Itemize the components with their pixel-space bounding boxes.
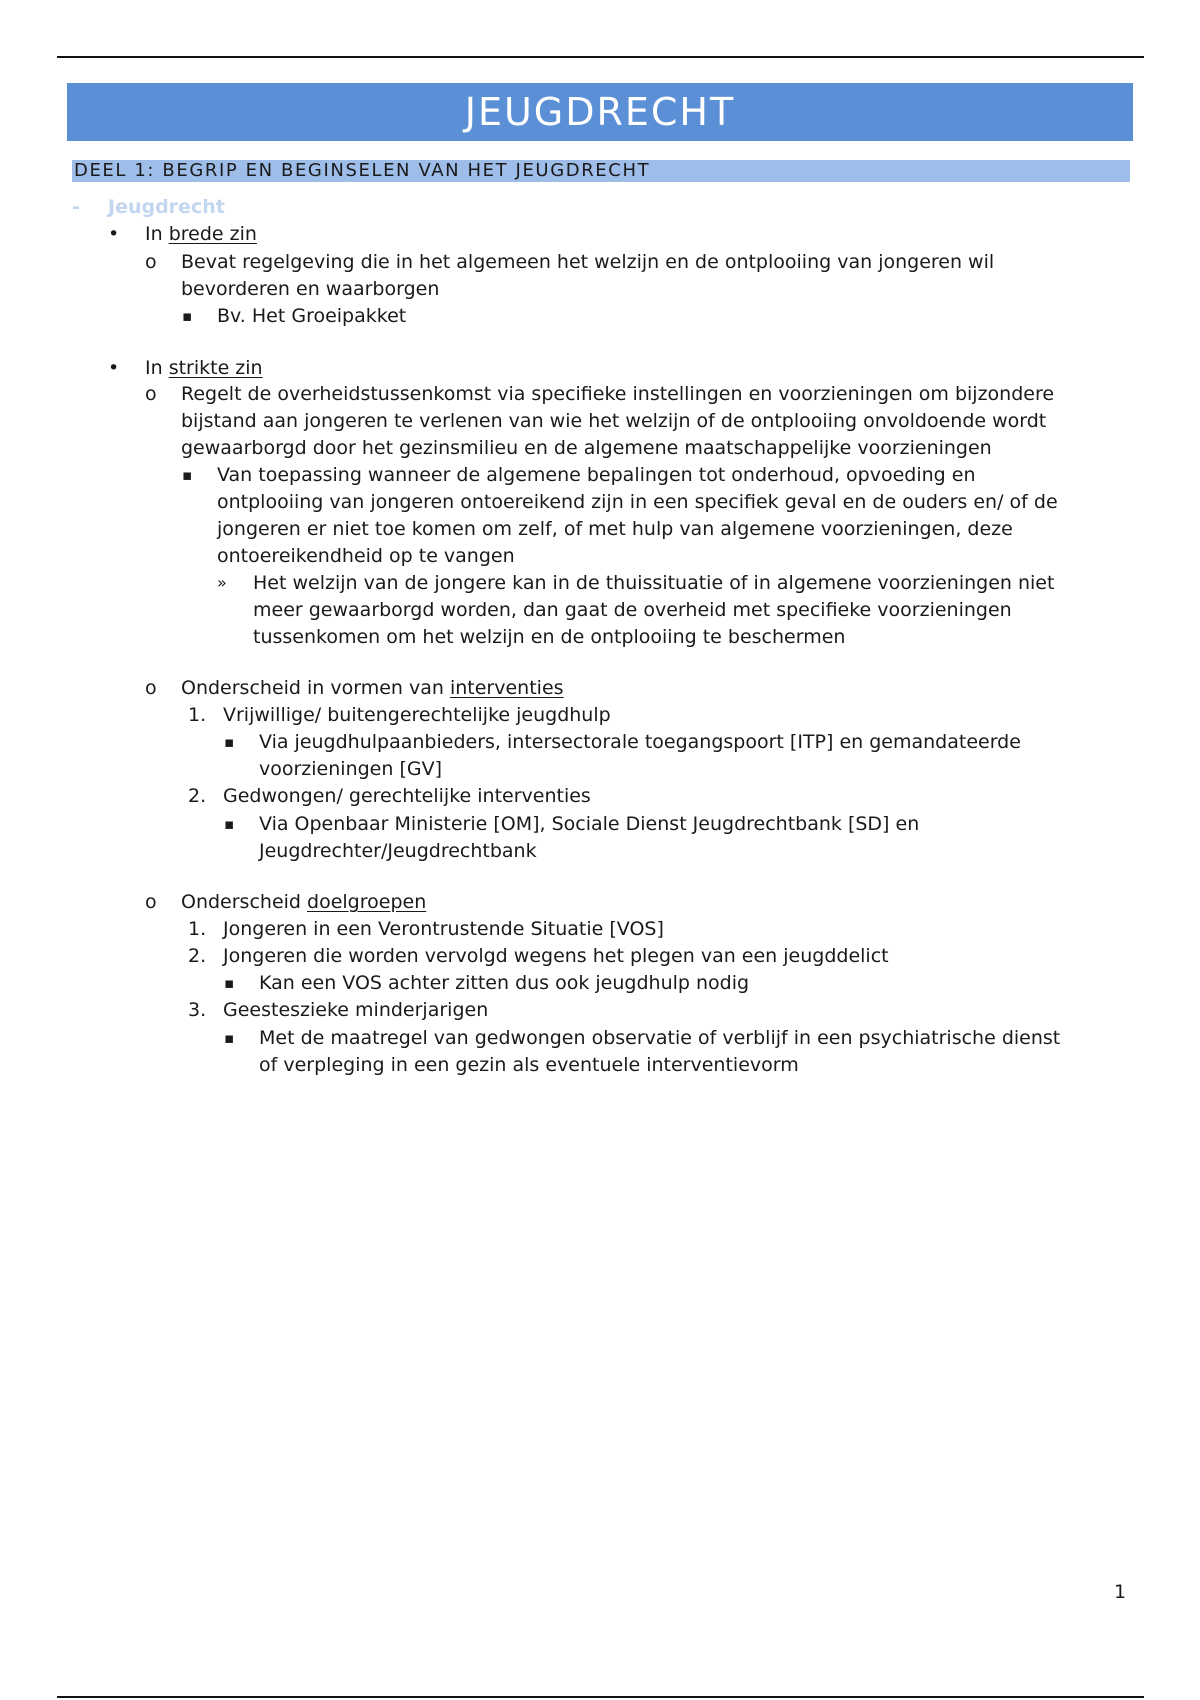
square-marker: ▪ bbox=[224, 815, 235, 833]
bullet-marker: • bbox=[108, 357, 120, 379]
circle-marker: o bbox=[145, 677, 157, 699]
interventies-sub-line: Via Openbaar Ministerie [OM], Sociale Dienst Jeugdrechtbank [SD] en bbox=[259, 813, 920, 835]
strikte-sub-line: Van toepassing wanneer de algemene bepalingen tot onderhoud, opvoeding en bbox=[217, 464, 976, 486]
square-marker: ▪ bbox=[224, 733, 235, 751]
square-marker: ▪ bbox=[182, 307, 193, 325]
topic-label: Jeugdrecht bbox=[108, 196, 225, 218]
doelgroepen-sub-line: Kan een VOS achter zitten dus ook jeugdhulp nodig bbox=[259, 972, 750, 994]
strikte-detail-line: Het welzijn van de jongere kan in de thuissituatie of in algemene voorzieningen niet bbox=[253, 572, 1055, 594]
footer-rule bbox=[57, 1696, 1144, 1698]
section-heading: DEEL 1: BEGRIP EN BEGINSELEN VAN HET JEUGDRECHT bbox=[72, 160, 1130, 182]
number-marker: 2. bbox=[188, 945, 207, 967]
strikte-detail-line: tussenkomen om het welzijn en de ontplooiing te beschermen bbox=[253, 626, 846, 648]
underlined-term: brede zin bbox=[168, 223, 257, 245]
underlined-term: interventies bbox=[449, 677, 564, 699]
doelgroepen-sub-line: of verpleging in een gezin als eventuele interventievorm bbox=[259, 1054, 799, 1076]
strikte-detail-line: meer gewaarborgd worden, dan gaat de overheid met specifieke voorzieningen bbox=[253, 599, 1012, 621]
underlined-term: strikte zin bbox=[168, 357, 263, 379]
topic-heading bbox=[72, 196, 225, 218]
doelgroepen-sub-line: Met de maatregel van gedwongen observatie of verblijf in een psychiatrische dienst bbox=[259, 1027, 1061, 1049]
page-number: 1 bbox=[1114, 1581, 1127, 1603]
brede-text-line: bevorderen en waarborgen bbox=[181, 278, 440, 300]
list-item-brede-zin: In brede zin bbox=[145, 223, 257, 245]
circle-marker: o bbox=[145, 251, 157, 273]
number-marker: 1. bbox=[188, 704, 207, 726]
doelgroepen-item: Jongeren in een Verontrustende Situatie [VOS] bbox=[223, 918, 664, 940]
doelgroepen-item: Geesteszieke minderjarigen bbox=[223, 999, 489, 1021]
square-marker: ▪ bbox=[224, 1029, 235, 1047]
list-item-strikte-zin: In strikte zin bbox=[145, 357, 263, 379]
circle-marker: o bbox=[145, 383, 157, 405]
number-marker: 3. bbox=[188, 999, 207, 1021]
interventies-sub-line: Via jeugdhulpaanbieders, intersectorale toegangspoort [ITP] en gemandateerde bbox=[259, 731, 1021, 753]
brede-example: Bv. Het Groeipakket bbox=[217, 305, 407, 327]
topic-marker: - bbox=[72, 196, 80, 218]
circle-marker: o bbox=[145, 891, 157, 913]
doelgroepen-item: Jongeren die worden vervolgd wegens het plegen van een jeugddelict bbox=[223, 945, 889, 967]
bullet-marker: • bbox=[108, 223, 120, 245]
list-item-doelgroepen: Onderscheid doelgroepen bbox=[181, 891, 427, 913]
interventies-sub-line: voorzieningen [GV] bbox=[259, 758, 442, 780]
document-title: JEUGDRECHT bbox=[67, 83, 1133, 141]
underlined-term: doelgroepen bbox=[307, 891, 427, 913]
arrow-marker: » bbox=[217, 573, 227, 592]
interventies-item: Gedwongen/ gerechtelijke interventies bbox=[223, 785, 591, 807]
interventies-item: Vrijwillige/ buitengerechtelijke jeugdhulp bbox=[223, 704, 611, 726]
interventies-sub-line: Jeugdrechter/Jeugdrechtbank bbox=[259, 840, 537, 862]
strikte-sub-line: ontplooiing van jongeren ontoereikend zijn in een specifiek geval en de ouders en/ of de bbox=[217, 491, 1058, 513]
strikte-text-line: Regelt de overheidstussenkomst via specifieke instellingen en voorzieningen om bijzondere bbox=[181, 383, 1055, 405]
square-marker: ▪ bbox=[182, 466, 193, 484]
number-marker: 2. bbox=[188, 785, 207, 807]
square-marker: ▪ bbox=[224, 974, 235, 992]
list-item-interventies: Onderscheid in vormen van interventies bbox=[181, 677, 564, 699]
brede-text-line: Bevat regelgeving die in het algemeen het welzijn en de ontplooiing van jongeren wil bbox=[181, 251, 995, 273]
strikte-sub-line: jongeren er niet toe komen om zelf, of met hulp van algemene voorzieningen, deze bbox=[217, 518, 1013, 540]
strikte-text-line: bijstand aan jongeren te verlenen van wie het welzijn of de ontplooiing onvoldoende wordt bbox=[181, 410, 1047, 432]
strikte-sub-line: ontoereikendheid op te vangen bbox=[217, 545, 515, 567]
number-marker: 1. bbox=[188, 918, 207, 940]
header-rule bbox=[57, 56, 1144, 58]
strikte-text-line: gewaarborgd door het gezinsmilieu en de algemene maatschappelijke voorzieningen bbox=[181, 437, 992, 459]
